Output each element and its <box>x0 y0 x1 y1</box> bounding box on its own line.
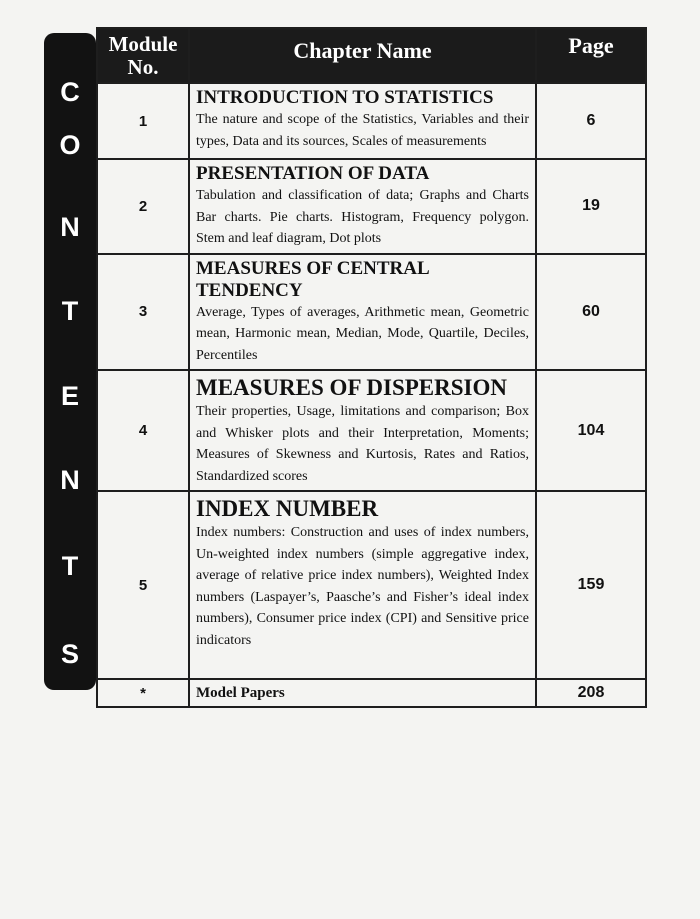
module-header-line2: No. <box>127 54 159 79</box>
module-header-line1: Module <box>108 31 178 56</box>
chapter-title: INDEX NUMBER <box>196 496 379 521</box>
chapter-title: INTRODUCTION TO STATISTICS <box>196 87 494 108</box>
chapter-cell <box>189 491 536 679</box>
table-row <box>97 491 646 679</box>
banner-letter: T <box>61 296 79 326</box>
banner-letter: E <box>60 381 79 411</box>
module-number: 1 <box>97 83 189 159</box>
module-number: 4 <box>97 370 189 491</box>
chapter-name-header: Chapter Name <box>189 28 536 83</box>
chapter-description: Tabulation and classification of data; Graphs and Charts Bar charts. Pie charts. Histogram, Frequency polygon. Stem and leaf diagram, Dot plots <box>196 188 529 246</box>
chapter-description: Their properties, Usage, limitations and comparison; Box and Whisker plots and their Interpretation, Moments; Measures of Skewness and Kurtosis, Rates and Ratios, Standardized scores <box>196 404 529 484</box>
chapter-description: Index numbers: Construction and uses of index numbers, Un-weighted index numbers (simple aggregative index, average of relative price index numbers), Weighted Index numbers (Laspayer’s, Paasche’s and Fisher’s ideal index numbers), Consumer price index (CPI) and Sensitive price indicators <box>196 525 529 648</box>
table-row <box>97 254 646 371</box>
chapter-cell <box>189 83 536 159</box>
table-row <box>97 370 646 491</box>
banner-letter: O <box>59 130 81 160</box>
module-number: 3 <box>97 254 189 371</box>
table-row <box>97 679 646 707</box>
module-number: * <box>97 679 189 707</box>
module-number: 2 <box>97 159 189 254</box>
banner-letter: N <box>60 212 80 242</box>
page-number: 60 <box>536 254 646 371</box>
chapter-title: MEASURES OF DISPERSION <box>196 375 507 400</box>
module-no-header <box>97 28 189 83</box>
banner-letter: C <box>60 77 80 107</box>
banner-letter: S <box>60 639 79 669</box>
contents-banner <box>44 33 96 690</box>
page-number: 208 <box>536 679 646 707</box>
chapter-cell <box>189 159 536 254</box>
page-number: 104 <box>536 370 646 491</box>
module-number: 5 <box>97 491 189 679</box>
chapter-title: Model Papers <box>189 679 536 707</box>
page-number: 159 <box>536 491 646 679</box>
chapter-title: MEASURES OF CENTRAL TENDENCY <box>196 257 429 301</box>
table-row <box>97 83 646 159</box>
chapter-title: PRESENTATION OF DATA <box>196 163 430 184</box>
chapter-cell <box>189 370 536 491</box>
banner-letter: T <box>61 551 79 581</box>
banner-letter: N <box>60 465 80 495</box>
table-header-row <box>97 28 646 83</box>
page-number: 6 <box>536 83 646 159</box>
chapter-cell <box>189 254 536 371</box>
table-row <box>97 159 646 254</box>
contents-table <box>96 27 647 708</box>
chapter-description: The nature and scope of the Statistics, Variables and their types, Data and its sources, Scales of measurements <box>196 112 529 149</box>
page-header: Page <box>536 28 646 83</box>
page-number: 19 <box>536 159 646 254</box>
chapter-description: Average, Types of averages, Arithmetic mean, Geometric mean, Harmonic mean, Median, Mode, Quartile, Deciles, Percentiles <box>196 304 529 363</box>
